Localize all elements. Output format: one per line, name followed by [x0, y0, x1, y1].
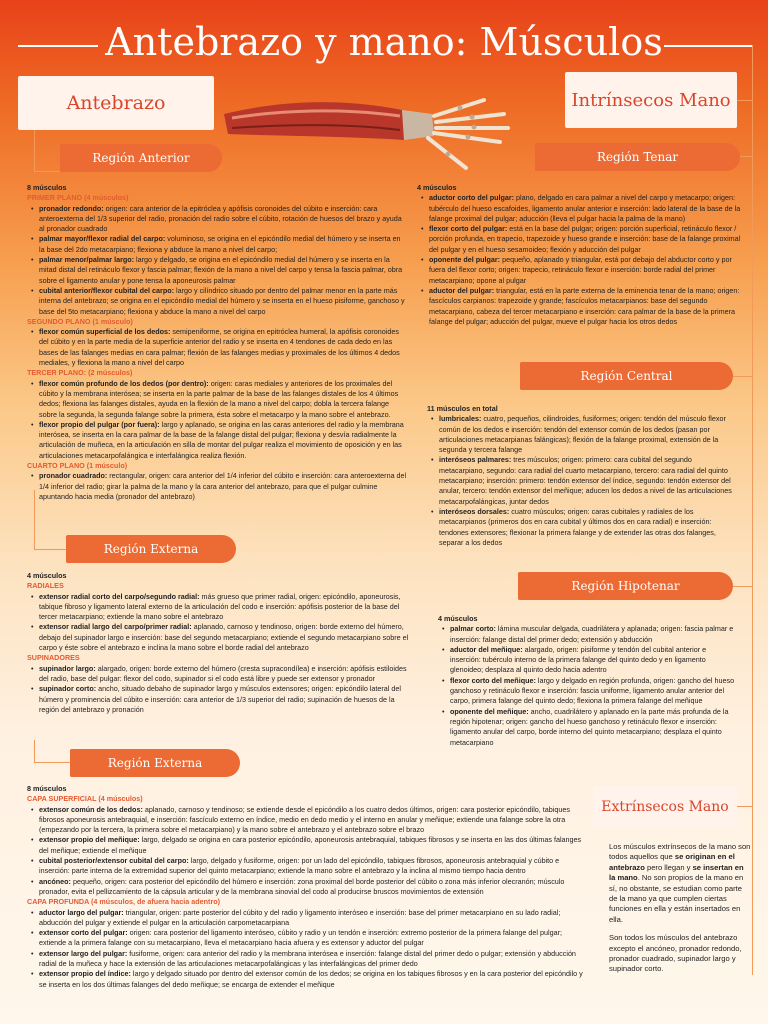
muscle-count: 8 músculos [27, 784, 67, 793]
connector-line [34, 549, 66, 550]
muscle-description: alargado, origen: pisiforme y tendón del cubital anterior e inserción: tubérculo interno de la primera falange del quinto dedo y en ligamento glenoideo; desplaza al quinto dedo hacia adentro [450, 644, 707, 675]
muscle-item [39, 204, 407, 235]
muscle-item [450, 645, 736, 676]
connector-line [34, 740, 35, 762]
extrinsecos-text [609, 842, 751, 983]
muscle-name: extensor radial largo del carpo/primer radial: [39, 622, 192, 632]
muscle-list [438, 624, 736, 748]
title-rule-left [18, 45, 98, 47]
title-rule-right [664, 45, 752, 47]
muscle-name: pronador cuadrado: [39, 471, 108, 481]
muscle-description: origen: caras mediales y anteriores de los proximales del cúbito y la membrana interósea; se inserta en la parte palmar de la base de las falanges distales de los 4 últimos dedos; flexiona las falanges distales, ayuda en la flexión de la mano a nivel del carpo; dobla la tercera falange sobre la segunda, la segunda falange sobre la primera, ésta sobre el metacarpo y la mano sobre el antebrazo. [39, 378, 399, 419]
region-tenar-text [417, 183, 745, 327]
muscle-item [429, 193, 745, 224]
muscle-name: palmar corto: [450, 624, 496, 634]
muscle-description: pequeño, origen: cara posterior del epicóndilo del húmero e inserción: zona proximal del borde posterior del cúbito o zona más inferior olecranón; músculo pronador, evita el pellizcamiento de la cápsula articular y de la membrana sinovial del codo al producirse bruscos movimientos de extensión [39, 876, 565, 896]
muscle-name: palmar mayor/flexor radial del carpo: [39, 234, 166, 244]
region-anterior-tag: Región Anterior [60, 144, 222, 172]
connector-line [733, 586, 752, 587]
muscle-name: cubital anterior/flexor cubital del carpo: [39, 285, 174, 295]
muscle-item [439, 414, 737, 455]
extrinsecos-paragraph-2: Son todos los músculos del antebrazo excepto el ancóneo, pronador redondo, pronador cuadrado, supinador largo y supinador corto. [609, 933, 742, 974]
muscle-name: flexor corto del meñique: [450, 675, 536, 685]
muscle-description: aplanado, carnoso y tendinoso; se extiende desde el epicóndilo a los cuatro dedos últimos, origen: cara posterior epicóndilo, tabiques fibrosos aponeurosis antebraquial, e inserción: fascículo externo en índice, medio en dedo medio y el interno en anular y meñique; extiende una falange sobre la otra (empezando por la tercera, la primera sobre el metacarpiano) y la mano sobre el antebrazo y el antebrazo sobre el brazo [39, 804, 570, 835]
muscle-item [39, 592, 409, 623]
muscle-name: flexor propio del pulgar (por fuera): [39, 419, 160, 429]
muscle-item [450, 676, 736, 707]
connector-line [34, 130, 35, 172]
muscle-count: 4 músculos [27, 571, 67, 580]
muscle-description: largo y delgado, se origina en el epicóndilo medial del húmero y se inserta en la mitad distal del retináculo flexor y fascia palmar; flexión de la mano a nivel del carpo y tensa la fascia palmar, obra sobre el ligamento anular y pone tensa la aponeurosis palmar [39, 255, 403, 285]
region-externa-tag: Región Externa [66, 535, 236, 563]
muscle-name: flexor común profundo de los dedos (por dentro): [39, 378, 209, 388]
muscle-description: origen: cara anterior de la epitróclea y apófisis coronoides del cúbito e inserción: cara anteroexterna del 1/3 superior del radio, pronación del radio sobre el cúbito, rotación de huesos del brazo y ayuda al pronador cuadrado [39, 203, 402, 234]
group-label: SUPINADORES [27, 653, 80, 663]
muscle-item [39, 664, 409, 685]
muscle-description: ancho, cuadrilátero y aplanado en la parte más profunda de la región hipotenar; origen: gancho del hueso ganchoso y retináculo flexor e inserción: ligamento anular del carpo, borde interno del quinto metacarpiano; desplaza el quinto metacarpiano [450, 706, 729, 747]
group-label: PRIMER PLANO (4 músculos) [27, 193, 129, 203]
muscle-description: fusiforme, origen: cara anterior del radio y la membrana interósea e inserción: falange distal del primer dedo o pulgar; extensión y abducción radial de la muñeca y hace la extensión de las articulaciones metacarpofalángicas y las interfalángicas del primer dedo [39, 948, 576, 969]
muscle-name: supinador corto: [39, 684, 97, 694]
connector-line [737, 806, 752, 807]
region-externa-2-text [27, 784, 587, 990]
muscle-item [39, 471, 407, 502]
muscle-name: aductor corto del pulgar: [429, 193, 515, 203]
region-anterior-text [27, 183, 407, 502]
muscle-name: palmar menor/palmar largo: [39, 255, 135, 265]
muscle-item [39, 856, 587, 877]
group-label: CUARTO PLANO (1 músculo) [27, 461, 128, 471]
muscle-description: largo, delgado y fusiforme, origen: por un lado del epicóndilo, tabiques fibrosos, aponeurosis antebraquial y cúbito e inserción: parte interna de la extremidad superior del quinto metacarpiano; extiende la mano sobre el antebrazo y la inclina al mismo tiempo hacia dentro [39, 856, 560, 876]
region-externa-text [27, 571, 409, 715]
muscle-name: aductor largo del pulgar: [39, 907, 124, 917]
muscle-item [39, 327, 407, 368]
extrinsecos-paragraph-1: Los músculos extrínsecos de la mano son todos aquellos que se originan en el antebrazo pero llegan y se insertan en la mano. No son propios de la mano en sí, no obstante, se estudian como parte de la mano ya que cumplen ciertas funciones en ella y están insertados en ella. [609, 842, 751, 924]
muscle-list [27, 379, 407, 461]
muscle-item [39, 684, 409, 715]
muscle-name: extensor radial corto del carpo/segundo radial: [39, 591, 200, 601]
muscle-item [429, 224, 745, 255]
muscle-item [429, 255, 745, 286]
muscle-description: cuatro músculos; origen: caras cubitales y radiales de los metacarpianos (primeros dos en cara cubital y últimos dos en cara radial) e inserción: tendones extensores; flexionar la primera falange y de extender las otras dos falanges, separar a los dedos [439, 506, 716, 547]
group-label: SEGUNDO PLANO (1 músculo) [27, 316, 133, 326]
muscle-list [27, 204, 407, 317]
muscle-description: aplanado, carnoso y tendinoso, origen: borde externo del húmero, debajo del supinador largo e inserción: base del segundo metacarpiano; extiende el segundo metacarpiano sobre el carpo y éste sobre el antebrazo e inclina la mano sobre el borde radial del antebrazo [39, 622, 409, 653]
muscle-description: lámina muscular delgada, cuadrilátera y aplanada; origen: fascia palmar e inserción: falange distal del primer dedo; extensión y abducción [450, 624, 734, 644]
muscle-item [39, 234, 407, 255]
muscle-name: flexor común superficial de los dedos: [39, 327, 171, 337]
muscle-count: 4 músculos [417, 183, 457, 192]
muscle-count: 8 músculos [27, 183, 67, 192]
group-label: TERCER PLANO: (2 músculos) [27, 368, 133, 378]
muscle-item [39, 835, 587, 856]
muscle-name: interóseos palmares: [439, 455, 512, 465]
muscle-description: largo y cilíndrico situado por dentro del palmar menor en la parte más interna del antebrazo; se origina en el epicóndilo medial del húmero y se inserta en el hueso pisiforme, ganchoso y base del 5to metacarpiano; flexiona y abduce la mano a nivel del carpo [39, 285, 405, 316]
muscle-item [39, 949, 587, 970]
muscle-name: cubital posterior/extensor cubital del carpo: [39, 856, 189, 866]
section-intrinsecos: Intrínsecos Mano [565, 72, 737, 128]
muscle-description: triangular, está en la parte externa de la eminencia tenar de la mano; origen: fascículos carpianos: trapezoide y grande; fascículos metacarpianos: base del segundo metacarpiano, cabeza del tercer metacarpiano e inserción: cara palmar de la base de la primera falange del pulgar; aducción del pulgar, mueve el pulgar hacia los otros dedos [429, 285, 740, 326]
muscle-description: tres músculos; origen: primero: cara cubital del segundo metacarpiano, segundo: cara radial del cuarto metacarpiano, tercero: cara radial del quinto metacarpiano; inserción: primero: tendón extensor del índice, segundo: tendón extensor del anular, tercero: tendón extensor del meñique; aducen los dedos a nivel de las articulaciones metacarpofalángicas, juntar dedos [439, 455, 732, 506]
muscle-item [39, 622, 409, 653]
muscle-description: cuatro, pequeños, cilindroides, fusiformes; origen: tendón del músculo flexor común de los dedos e inserción: tendón del extensor común de los dedos (pasan por articulaciones metacarpianas falángicas); flexión de la falange proximal, extensión de la segunda y tercera falange [439, 414, 726, 455]
muscle-item [39, 255, 407, 286]
muscle-name: extensor propio del meñique: [39, 835, 140, 845]
muscle-description: triangular, origen: parte posterior del cúbito y del radio y ligamento interóseo e inserción: base del primer metacarpiano en su lado radial; abducción del pulgar y extiende el pulgar en la articulación carpometacarpiana [39, 907, 561, 927]
forearm-hand-illustration [222, 70, 522, 190]
muscle-list [27, 664, 409, 715]
muscle-list [27, 471, 407, 502]
muscle-list [417, 193, 745, 327]
muscle-count: 4 músculos [438, 614, 478, 623]
group-label: RADIALES [27, 581, 64, 591]
muscle-name: flexor corto del pulgar: [429, 224, 508, 234]
region-externa-2-tag: Región Externa [70, 749, 240, 777]
region-hipotenar-tag: Región Hipotenar [518, 572, 733, 600]
muscle-description: alargado, origen: borde externo del húmero (cresta supracondílea) e inserción: apófisis estiloides del radio, base del pulgar: flexor del codo, supinador si el codo está libre y puede ser extensor y pronador [39, 663, 407, 683]
muscle-description: ancho, situado debaho de supinador largo y músculos extensores; origen: epicóndilo lateral del húmero y prominencia del cúbito e inserción: cara anterior de 1/3 superior del radio; supinación de huesos de la región del antebrazo y pronación [39, 684, 401, 714]
muscle-name: extensor largo del pulgar: [39, 948, 128, 958]
connector-line [752, 45, 753, 975]
muscle-name: aductor del meñique: [450, 644, 523, 654]
connector-line [740, 156, 752, 157]
muscle-name: extensor corto del pulgar: [39, 928, 128, 938]
muscle-name: supinador largo: [39, 663, 96, 673]
muscle-description: más grueso que primer radial, origen: epicóndilo, aponeurosis, tabique fibroso y ligamento lateral externo de la articulación del codo e inserción: apófisis posterior de la base del tercer metacarpiano; extiende la mano sobre el antebrazo [39, 591, 401, 622]
region-hipotenar-text [438, 614, 736, 748]
muscle-item [429, 286, 745, 327]
connector-line [737, 100, 752, 101]
region-tenar-tag: Región Tenar [535, 143, 740, 171]
region-central-text [427, 404, 737, 548]
muscle-item [39, 286, 407, 317]
muscle-list [27, 327, 407, 368]
muscle-item [39, 805, 587, 836]
muscle-name: extensor común de los dedos: [39, 804, 143, 814]
muscle-description: largo y delgado en región profunda, origen: gancho del hueso ganchoso y retináculo flexor e inserción: fascia uniforme, ligamento anular anterior del carpo, primera falange del quinto dedo; flexiona la primera falange del meñique [450, 675, 735, 706]
connector-line [34, 762, 70, 763]
muscle-item [39, 908, 587, 929]
section-extrinsecos: Extrínsecos Mano [593, 786, 737, 828]
muscle-description: plano, delgado en cara palmar a nivel del carpo y metacarpo; origen: tubérculo del hueso escafoides, ligamento anular anterior e inserción: lado lateral de la base de la falange proximal del pulgar; aducción (lleva el pulgar hacia la palma de la mano) [429, 193, 741, 223]
muscle-name: oponente del meñique: [450, 706, 529, 716]
muscle-item [439, 507, 737, 548]
muscle-item [39, 877, 587, 898]
muscle-item [450, 707, 736, 748]
muscle-description: está en la base del pulgar; origen: porción superficial, retináculo flexor / porción profunda, en trapecio, trapezoide y hueso grande e inserción: base de la falange proximal del pulgar y en el hueso sesamoideo; flexión y aducción del pulgar [429, 224, 741, 254]
muscle-description: semipeniforme, se origina en epitróclea humeral, la apófisis coronoides del cúbito y en la parte media de la superficie anterior del radio y se inserta en 4 tendones de cada dedo en las bases de las falanges medias en cara palmar; flexión de las falanges medias y proximales de los últimos 4 dedos mediales, y flexiona la mano a nivel del carpo [39, 327, 400, 368]
muscle-item [39, 969, 587, 990]
group-label: CAPA PROFUNDA (4 músculos, de afuera hacia adentro) [27, 897, 221, 907]
muscle-description: largo y aplanado, se origina en las caras anteriores del radio y la membrana interósea, se inserta en la cara palmar de la base de la falange distal del pulgar; flexiona y desvía radialmente la articulación de muñeca, en la articulación en silla de montar del pulgar realiza el movimiento de oposición y en las articulaciones metacarpofalángica e interfalángica realiza flexión. [39, 419, 404, 460]
muscle-item [450, 624, 736, 645]
muscle-list [27, 908, 587, 990]
page-title: Antebrazo y mano: Músculos [105, 20, 663, 64]
muscle-name: oponente del pulgar: [429, 255, 501, 265]
group-label: CAPA SUPERFICIAL (4 músculos) [27, 794, 143, 804]
muscle-name: pronador redondo: [39, 203, 104, 213]
muscle-item [39, 928, 587, 949]
muscle-description: origen: cara posterior del ligamento interóseo, cúbito y radio y un tendón e inserción: extremo posterior de la primera falange del pulgar; extiende a la primera falange con su metacarpiano, lleva el metacarpiano hacia afuera y es extensor y aductor del pulgar [39, 928, 562, 948]
muscle-item [39, 379, 407, 420]
muscle-description: rectangular, origen: cara anterior del 1/4 inferior del cúbito e inserción: cara anteroexterna del 1/4 inferior del radio; girar la palma de la mano y la cara anterior del antebrazo, para que el pulgar culmine apuntando hacia media (pronador del antebrazo) [39, 471, 407, 501]
muscle-name: aductor del pulgar: [429, 285, 495, 295]
muscle-description: largo, delgado se origina en cara posterior epicóndilo, aponeurosis antebraquial, tabiques fibrosos y se inserta en las dos últimas falanges del meñique; extiende el meñique [39, 835, 582, 855]
muscle-item [439, 455, 737, 506]
muscle-name: ancóneo: [39, 876, 71, 886]
connector-line [733, 376, 752, 377]
muscle-description: voluminoso, se origina en el epicóndilo medial del húmero y se inserta en la base del 2do metacarpiano; flexiona y abduce la mano a nivel del carpo; [39, 234, 401, 254]
muscle-list [27, 592, 409, 654]
section-antebrazo: Antebrazo [18, 76, 214, 130]
muscle-name: extensor propio del índice: [39, 969, 131, 979]
muscle-item [39, 420, 407, 461]
muscle-list [27, 805, 587, 898]
muscle-description: pequeño, aplanado y triangular, está por debajo del abductor corto y por fuera del flexor corto; origen: trapecio, retináculo flexor e inserción: borde radial del primer metacarpiano; opone al pulgar [429, 255, 732, 285]
muscle-list [427, 414, 737, 548]
muscle-description: largo y delgado situado por dentro del extensor común de los dedos; se origina en los tabiques fibrosos y en la cara posterior del epicóndilo y se inserta en los dos últimas falanges del dedo meñique; se encarga de extender el meñique [39, 969, 583, 989]
muscle-name: interóseos dorsales: [439, 506, 510, 516]
region-central-tag: Región Central [520, 362, 733, 390]
connector-line [34, 171, 60, 172]
muscle-name: lumbricales: [439, 414, 482, 424]
muscle-count: 11 músculos en total [427, 404, 498, 413]
